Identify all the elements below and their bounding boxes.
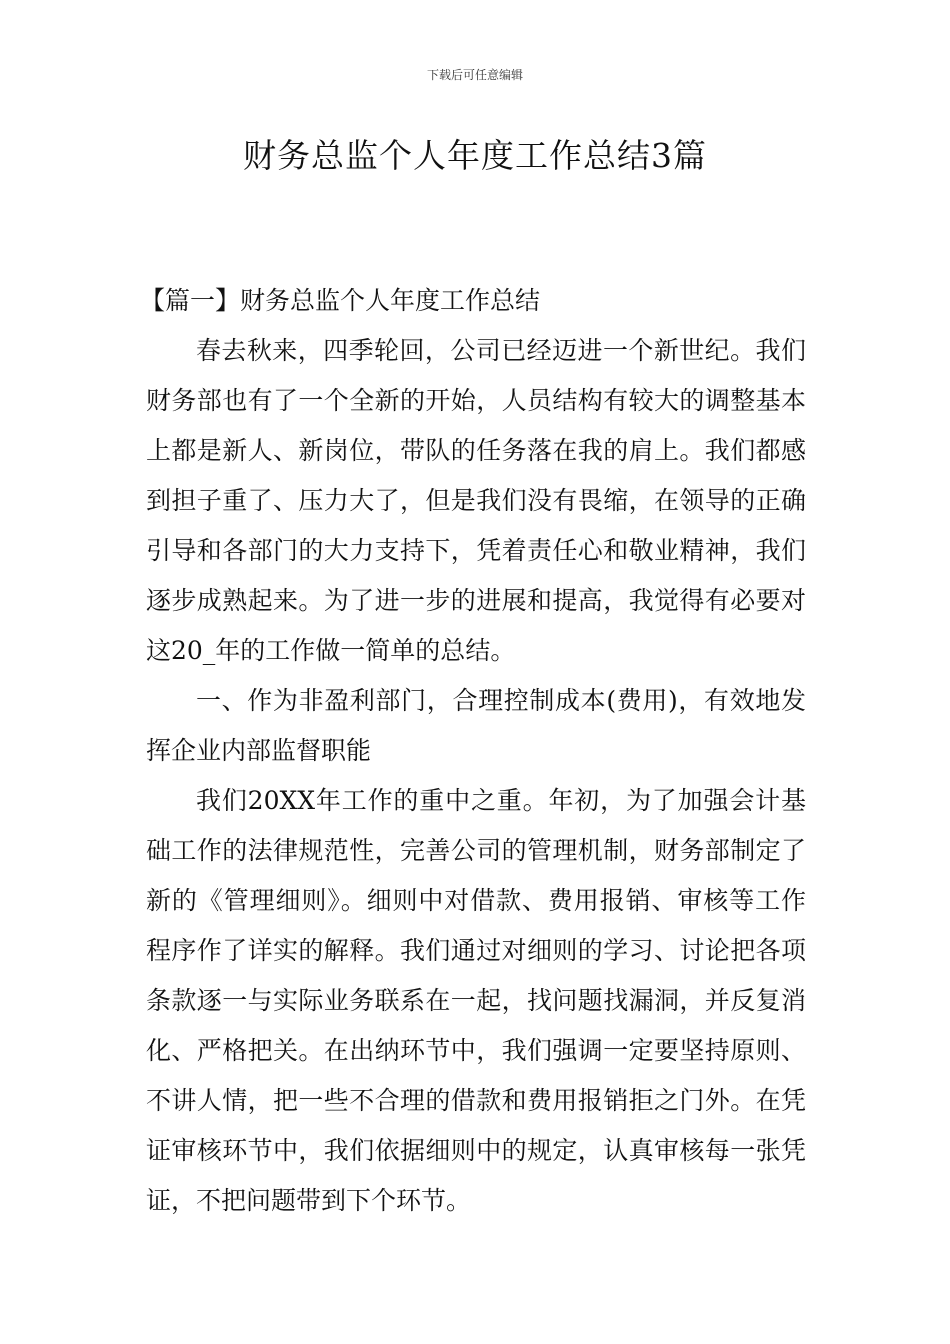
paragraph-point-one-body: 我们20XX年工作的重中之重。年初，为了加强会计基础工作的法律规范性，完善公司的管理机制，财务部制定了新的《管理细则》。细则中对借款、费用报销、审核等工作程序作了详实的解释。我们通过对细则的学习、讨论把各项条款逐一与实际业务联系在一起，找问题找漏洞，并反复消化、严格把关。在出纳环节中，我们强调一定要坚持原则、不讲人情，把一些不合理的借款和费用报销拒之门外。在凭证审核环节中，我们依据细则中的规定，认真审核每一张凭证，不把问题带到下个环节。	[146, 786, 806, 1215]
header-note: 下载后可任意编辑	[426, 68, 523, 82]
document-title: 财务总监个人年度工作总结3篇	[243, 136, 707, 175]
document-body	[140, 276, 806, 1226]
section-heading: 【篇一】财务总监个人年度工作总结	[140, 286, 541, 315]
paragraph-point-one-heading: 一、作为非盈利部门，合理控制成本(费用)，有效地发挥企业内部监督职能	[146, 686, 806, 765]
paragraph-intro: 春去秋来，四季轮回，公司已经迈进一个新世纪。我们财务部也有了一个全新的开始，人员结构有较大的调整基本上都是新人、新岗位，带队的任务落在我的肩上。我们都感到担子重了、压力大了，但是我们没有畏缩，在领导的正确引导和各部门的大力支持下，凭着责任心和敬业精神，我们逐步成熟起来。为了进一步的进展和提高，我觉得有必要对这20_年的工作做一简单的总结。	[146, 336, 806, 665]
